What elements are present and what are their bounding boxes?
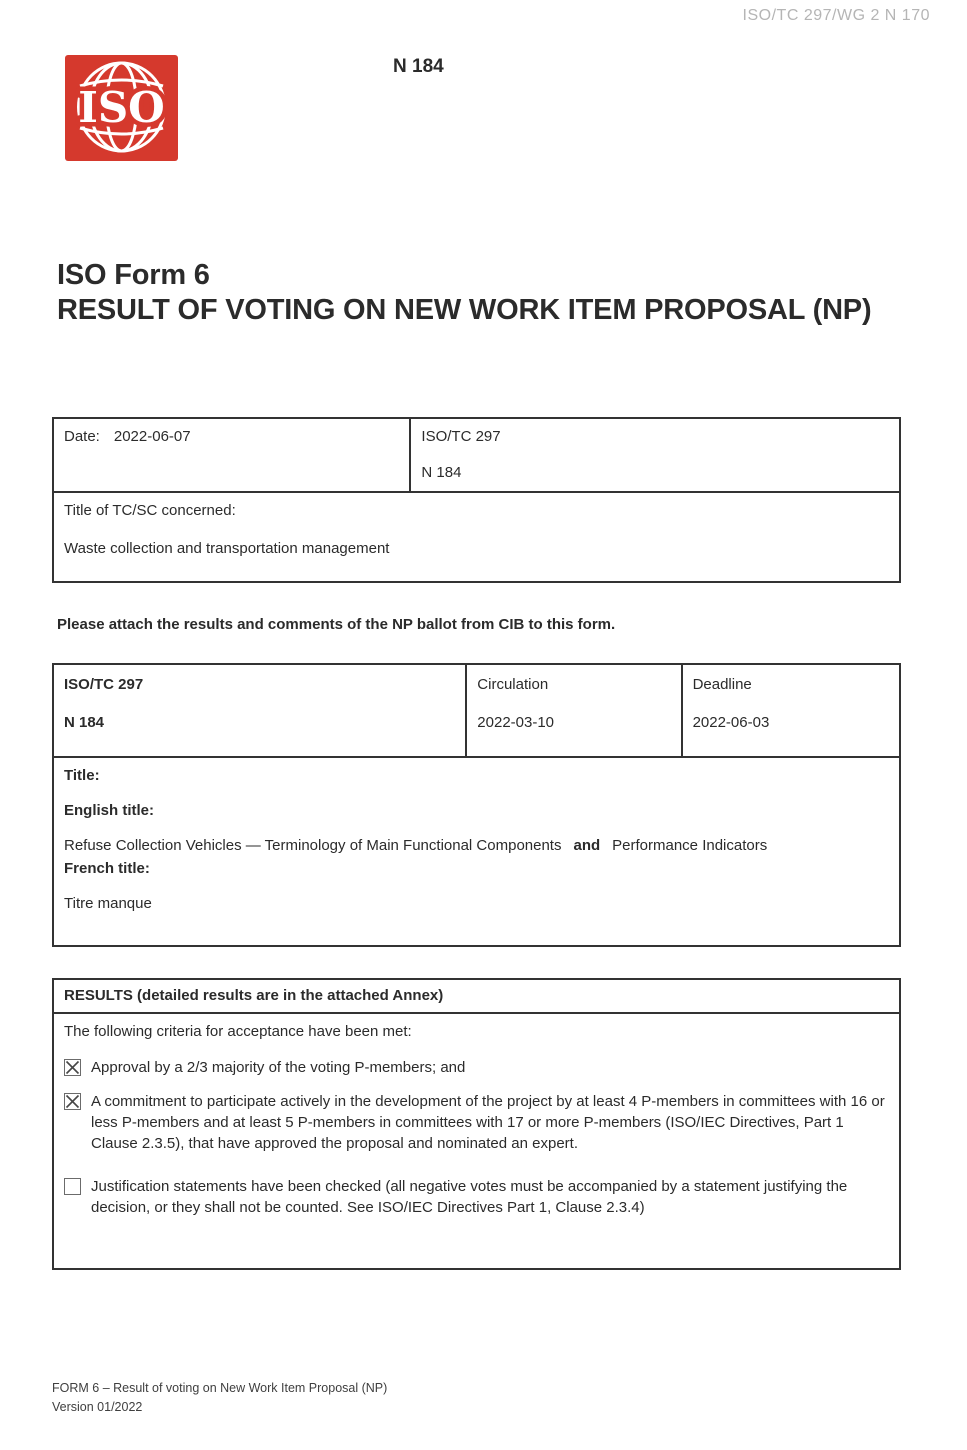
ballot-table [52, 663, 901, 947]
info-table [52, 417, 901, 583]
iso-logo-icon [65, 55, 178, 161]
french-title-label: French title: [64, 860, 150, 877]
table-row [53, 979, 900, 1013]
footer-form-name: FORM 6 – Result of voting on New Work Item Proposal (NP) [52, 1381, 388, 1395]
date-value: 2022-06-07 [113, 428, 191, 445]
results-body-cell [53, 1013, 900, 1269]
criteria-label: Approval by a 2/3 majority of the voting P-members; and [91, 1059, 466, 1076]
checkbox-approval[interactable] [64, 1059, 81, 1076]
committee-name: ISO/TC 297 [421, 428, 501, 445]
checkbox-justification[interactable] [64, 1178, 81, 1195]
date-label: Date: [64, 428, 100, 445]
svg-text:ISO: ISO [78, 83, 165, 132]
ballot-committee-cell [53, 664, 466, 757]
form-title-line1: ISO Form 6 [57, 259, 210, 291]
proposal-title-cell [53, 757, 900, 946]
french-title-text: Titre manque [64, 895, 152, 912]
circulation-label: Circulation [477, 676, 549, 693]
document-reference: ISO/TC 297/WG 2 N 170 [742, 7, 930, 24]
criteria-item [64, 1057, 889, 1078]
tc-title-value: Waste collection and transportation management [64, 540, 390, 557]
deadline-label: Deadline [692, 676, 752, 693]
checkbox-x-mark-icon [65, 1094, 80, 1109]
circulation-date: 2022-03-10 [477, 714, 555, 731]
doc-number-top: N 184 [393, 56, 444, 77]
english-title-part1: Refuse Collection Vehicles — Terminology of Main Functional Components [64, 837, 562, 854]
tc-title-cell [53, 492, 900, 582]
footer-version: Version 01/2022 [52, 1400, 143, 1414]
form-title [57, 258, 871, 328]
deadline-cell [682, 664, 900, 757]
deadline-date: 2022-06-03 [692, 714, 770, 731]
attach-instruction: Please attach the results and comments of the NP ballot from CIB to this form. [57, 616, 616, 633]
english-title-conjunction: and [573, 837, 601, 854]
english-title-text [64, 836, 850, 856]
form-title-line2: RESULT OF VOTING ON NEW WORK ITEM PROPOSAL (NP) [57, 294, 872, 326]
ballot-doc-number: N 184 [64, 714, 105, 731]
results-header-cell: RESULTS (detailed results are in the attached Annex) [53, 979, 900, 1013]
table-row [53, 418, 900, 492]
date-cell [53, 418, 410, 492]
criteria-label: A commitment to participate actively in the development of the project by at least 4 P-members in committees with 16 or less P-members and at least 5 P-members in committees with 17 or more P-members (ISO/IEC Directives, Part 1 Clause 2.3.5), that have approved the proposal and nominated an expert. [91, 1093, 885, 1152]
criteria-label: Justification statements have been checked (all negative votes must be accompanied by a statement justifying the decision, or they shall not be counted. See ISO/IEC Directives Part 1, Clause 2.3.4) [91, 1178, 848, 1216]
ballot-committee: ISO/TC 297 [64, 676, 144, 693]
english-title-part2: Performance Indicators [612, 837, 768, 854]
circulation-cell [466, 664, 681, 757]
criteria-item [64, 1091, 889, 1154]
criteria-item [64, 1176, 889, 1218]
table-row [53, 1013, 900, 1269]
page-footer [52, 1379, 387, 1417]
committee-doc-number: N 184 [421, 464, 462, 481]
committee-cell [410, 418, 900, 492]
table-row [53, 492, 900, 582]
english-title-label: English title: [64, 802, 154, 819]
title-label: Title: [64, 767, 100, 784]
checkbox-x-mark-icon [65, 1060, 80, 1075]
tc-title-label: Title of TC/SC concerned: [64, 502, 236, 519]
table-row [53, 757, 900, 946]
results-intro: The following criteria for acceptance have been met: [64, 1023, 412, 1040]
table-row [53, 664, 900, 757]
results-table [52, 978, 901, 1270]
checkbox-commitment[interactable] [64, 1093, 81, 1110]
